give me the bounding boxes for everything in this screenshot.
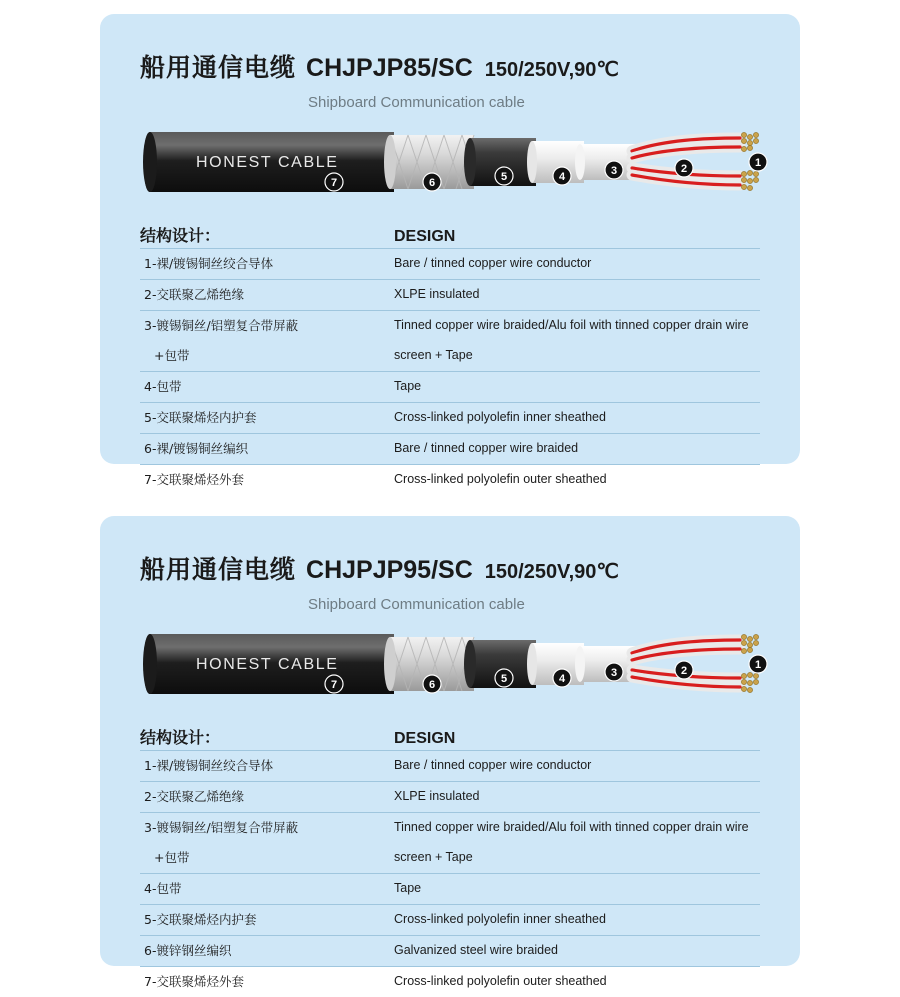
table-row (140, 782, 760, 813)
product-card (100, 14, 800, 488)
row-label-english: Cross-linked polyolefin inner sheathed (394, 912, 606, 927)
svg-text:4: 4 (558, 673, 566, 685)
row-label-chinese: 5-交联聚烯烃内护套 (144, 410, 257, 426)
title-product-code: CHJPJP85/SC (306, 54, 473, 82)
row-label-chinese: 5-交联聚烯烃内护套 (144, 912, 257, 928)
row-label-english: XLPE insulated (394, 287, 480, 302)
row-label-chinese: 3-镀锡铜丝/铝塑复合带屏蔽 (144, 820, 299, 836)
row-label-chinese: 1-裸/镀锡铜丝绞合导体 (144, 256, 274, 272)
row-label-chinese: 4-包带 (144, 881, 182, 897)
table-row (140, 372, 760, 403)
card-subtitle: Shipboard Communication cable (308, 94, 525, 111)
svg-text:1: 1 (754, 157, 762, 169)
svg-text:HONEST CABLE: HONEST CABLE (196, 656, 339, 673)
table-row (140, 936, 760, 967)
row-label-chinese: 7-交联聚烯烃外套 (144, 472, 244, 488)
row-label-chinese: 7-交联聚烯烃外套 (144, 974, 244, 990)
title-chinese: 船用通信电缆 (140, 555, 297, 584)
svg-text:7: 7 (330, 679, 338, 691)
row-label-english: Tinned copper wire braided/Alu foil with tinned copper drain wire (394, 318, 749, 333)
row-label-english: Cross-linked polyolefin inner sheathed (394, 410, 606, 425)
svg-text:1: 1 (754, 659, 762, 671)
row-label-english: Cross-linked polyolefin outer sheathed (394, 472, 607, 487)
design-table (140, 216, 760, 495)
card-title (140, 550, 619, 586)
row-label-chinese: 2-交联聚乙烯绝缘 (144, 789, 244, 805)
cable-cutaway-illustration (144, 118, 784, 206)
row-label-chinese: +包带 (154, 348, 190, 364)
title-spec: 150/250V,90℃ (484, 561, 619, 583)
row-label-chinese: 2-交联聚乙烯绝缘 (144, 287, 244, 303)
svg-text:2: 2 (680, 163, 688, 175)
row-label-english: XLPE insulated (394, 789, 480, 804)
row-label-english: Galvanized steel wire braided (394, 943, 558, 958)
table-header-chinese: 结构设计： (140, 728, 221, 747)
svg-text:5: 5 (500, 171, 508, 183)
table-row (140, 465, 760, 495)
table-row (140, 311, 760, 341)
svg-text:4: 4 (558, 171, 566, 183)
svg-text:HONEST CABLE: HONEST CABLE (196, 154, 339, 171)
title-chinese: 船用通信电缆 (140, 53, 297, 82)
row-label-english: screen + Tape (394, 348, 473, 363)
svg-text:7: 7 (330, 177, 338, 189)
design-table (140, 718, 760, 997)
title-product-code: CHJPJP95/SC (306, 556, 473, 584)
svg-text:3: 3 (610, 165, 618, 177)
row-label-chinese: 3-镀锡铜丝/铝塑复合带屏蔽 (144, 318, 299, 334)
svg-text:6: 6 (428, 679, 436, 691)
table-header-english: DESIGN (394, 228, 456, 245)
table-row (140, 874, 760, 905)
row-label-english: Tape (394, 379, 422, 394)
table-row (140, 249, 760, 280)
row-label-chinese: +包带 (154, 850, 190, 866)
row-label-chinese: 4-包带 (144, 379, 182, 395)
table-header-row (140, 216, 760, 249)
title-spec: 150/250V,90℃ (484, 59, 619, 81)
row-label-english: Cross-linked polyolefin outer sheathed (394, 974, 607, 989)
card-title (140, 48, 619, 84)
svg-text:3: 3 (610, 667, 618, 679)
card-subtitle: Shipboard Communication cable (308, 596, 525, 613)
svg-text:6: 6 (428, 177, 436, 189)
row-label-english: screen + Tape (394, 850, 473, 865)
table-row (140, 280, 760, 311)
table-row (140, 905, 760, 936)
table-row (140, 434, 760, 465)
row-label-chinese: 6-镀锌钢丝编织 (144, 943, 232, 959)
row-label-english: Tape (394, 881, 422, 896)
table-header-row (140, 718, 760, 751)
row-label-chinese: 1-裸/镀锡铜丝绞合导体 (144, 758, 274, 774)
table-row (140, 813, 760, 843)
table-header-chinese: 结构设计： (140, 226, 221, 245)
row-label-english: Bare / tinned copper wire conductor (394, 758, 592, 773)
product-card (100, 516, 800, 990)
table-row (140, 341, 760, 372)
table-row (140, 403, 760, 434)
svg-text:2: 2 (680, 665, 688, 677)
table-row (140, 751, 760, 782)
cable-cutaway-illustration (144, 620, 784, 708)
table-row (140, 843, 760, 874)
row-label-english: Bare / tinned copper wire conductor (394, 256, 592, 271)
table-header-english: DESIGN (394, 730, 456, 747)
svg-text:5: 5 (500, 673, 508, 685)
row-label-english: Bare / tinned copper wire braided (394, 441, 579, 456)
table-row (140, 967, 760, 997)
row-label-english: Tinned copper wire braided/Alu foil with tinned copper drain wire (394, 820, 749, 835)
row-label-chinese: 6-裸/镀锡铜丝编织 (144, 441, 249, 457)
